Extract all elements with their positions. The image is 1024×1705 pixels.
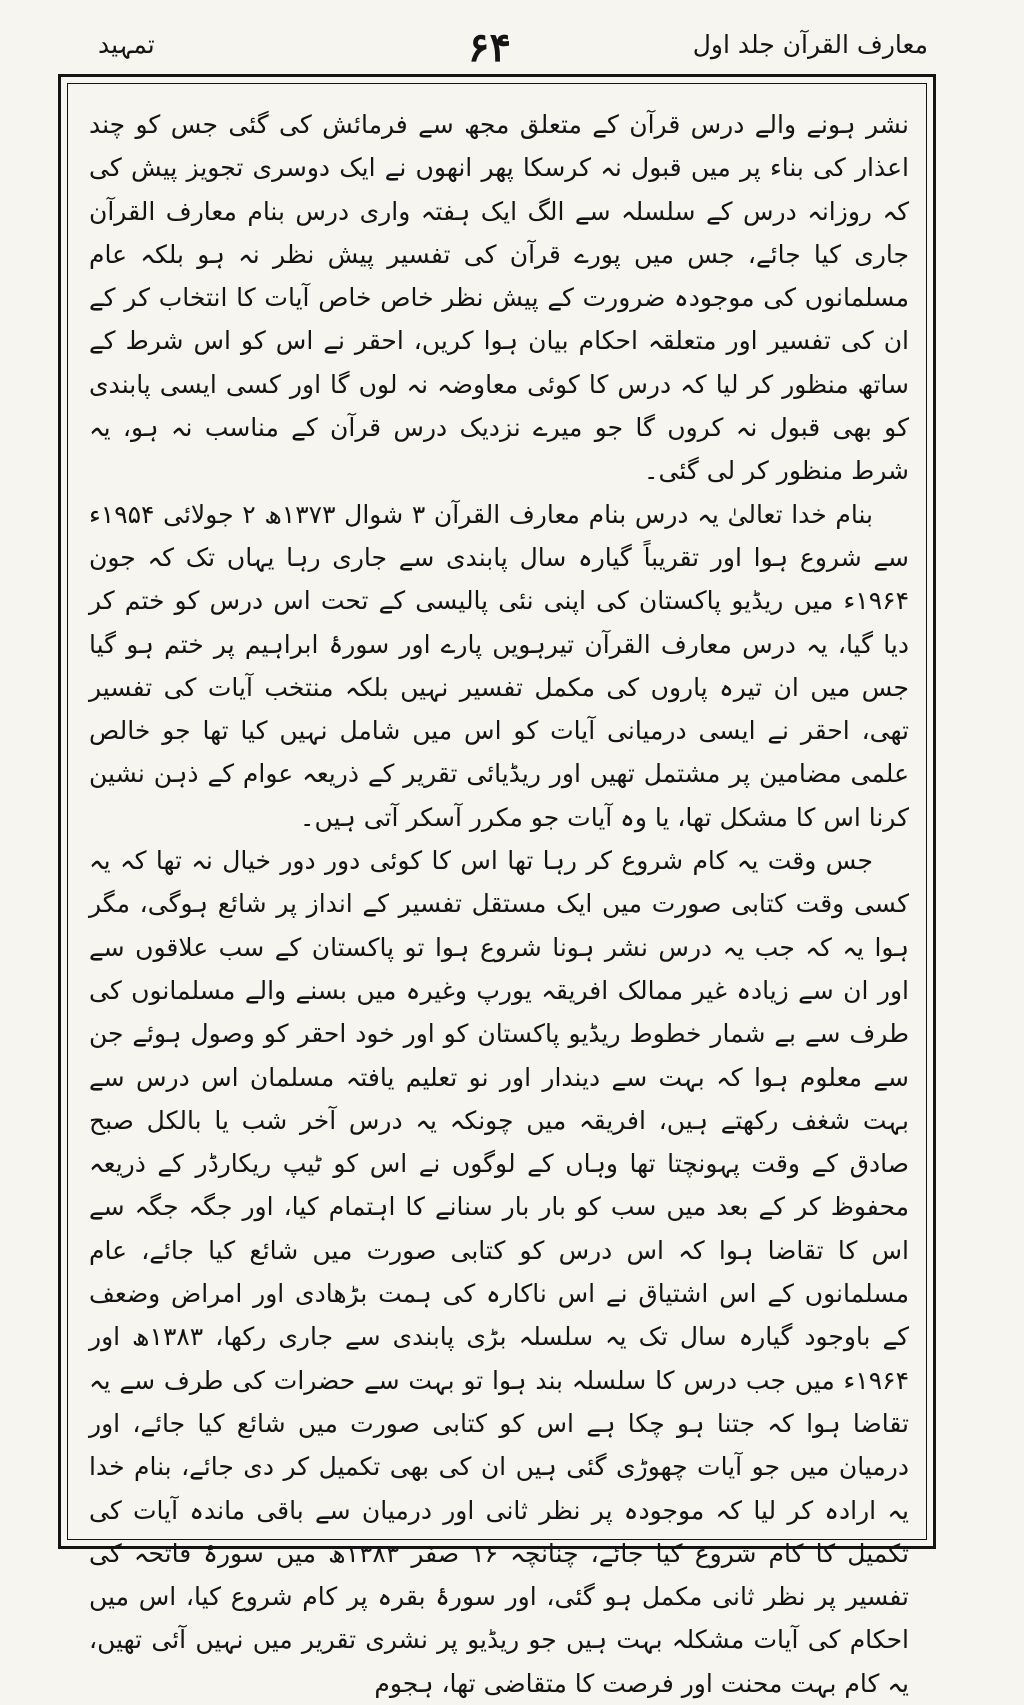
body-text — [89, 103, 910, 1698]
paragraph-3: جس وقت یہ کام شروع کر رہا تھا اس کا کوئی دور دور خیال نہ تھا کہ یہ کسی وقت کتابی صورت میں ایک مستقل تفسیر کے انداز پر شائع ہوگی، مگر ہوا یہ کہ جب یہ درس نشر ہونا شروع ہوا تو پاکستان کے سب علاقوں سے اور ان سے زیادہ غیر ممالک افریقہ یورپ وغیرہ میں بسنے والے مسلمانوں کی طرف سے بے شمار خطوط ریڈیو پاکستان کو اور خود احقر کو وصول ہوئے جن سے معلوم ہوا کہ بہت سے دیندار اور نو تعلیم یافتہ مسلمان اس درس سے بہت شغف رکھتے ہیں، افریقہ میں چونکہ یہ درس آخر شب یا بالکل صبح صادق کے وقت پہونچتا تھا وہاں کے لوگوں نے اس کو ٹیپ ریکارڈر کے ذریعہ محفوظ کر کے بعد میں سب کو بار بار سنانے کا اہتمام کیا، اور جگہ جگہ سے اس کا تقاضا ہوا کہ اس درس کو کتابی صورت میں شائع کیا جائے، عام مسلمانوں کے اس اشتیاق نے اس ناکارہ کی ہمت بڑھادی اور امراض وضعف کے باوجود گیارہ سال تک یہ سلسلہ بڑی پابندی سے جاری رکھا، ۱۳۸۳ھ اور ۱۹۶۴ء میں جب درس کا سلسلہ بند ہوا تو بہت سے حضرات کی طرف سے یہ تقاضا ہوا کہ جتنا ہو چکا ہے اس کو کتابی صورت میں شائع کیا جائے، اور درمیان میں جو آیات چھوڑی گئی ہیں ان کی بھی تکمیل کر دی جائے، بنام خدا یہ ارادہ کر لیا کہ موجودہ پر نظر ثانی اور درمیان سے باقی ماندہ آیات کی تکمیل کا کام شروع کیا جائے، چنانچہ ۱۶ صفر ۱۳۸۳ھ میں سورۂ فاتحہ کی تفسیر پر نظر ثانی مکمل ہو گئی، اور سورۂ بقرہ پر کام شروع کیا، اس میں احکام کی آیات مشکلہ بہت ہیں جو ریڈیو پر نشری تقریر میں نہیں آئی تھیں، یہ کام بہت محنت اور فرصت کا متقاضی تھا، ہجوم — [89, 846, 910, 1698]
page-border — [58, 74, 936, 1698]
running-head — [0, 0, 1024, 80]
section-title: تمہید — [98, 30, 155, 59]
page-number: ۶۴ — [468, 24, 511, 71]
paragraph-2: بنام خدا تعالیٰ یہ درس بنام معارف القرآن ۳ شوال ۱۳۷۳ھ ۲ جولائی ۱۹۵۴ء سے شروع ہوا اور تقریباً گیارہ سال پابندی سے جاری رہا یہاں تک کہ جون ۱۹۶۴ء میں ریڈیو پاکستان کی اپنی نئی پالیسی کے تحت اس درس کو ختم کر دیا گیا، یہ درس معارف القرآن تیرہویں پارے اور سورۂ ابراہیم پر ختم ہو گیا جس میں ان تیرہ پاروں کی مکمل تفسیر نہیں بلکہ منتخب آیات کی تفسیر تھی، احقر نے ایسی درمیانی آیات کو اس میں شامل نہیں کیا تھا جو خالص علمی مضامین پر مشتمل تھیں اور ریڈیائی تقریر کے ذریعہ عوام کے ذہن نشین کرنا اس کا مشکل تھا، یا وہ آیات جو مکرر آسکر آتی ہیں۔ — [89, 499, 909, 832]
paragraph-1: نشر ہونے والے درس قرآن کے متعلق مجھ سے فرمائش کی گئی جس کو چند اعذار کی بناء پر میں قبول نہ کرسکا پھر انھوں نے ایک دوسری تجویز پیش کی کہ روزانہ درس کے سلسلہ سے الگ ایک ہفتہ واری درس بنام معارف القرآن جاری کیا جائے، جس میں پورے قرآن کی تفسیر پیش نظر نہ ہو بلکہ عام مسلمانوں کی موجودہ ضرورت کے پیش نظر خاص خاص آیات کا انتخاب کر کے ان کی تفسیر اور متعلقہ احکام بیان ہوا کریں، احقر نے اس کو اس شرط کے ساتھ منظور کر لیا کہ درس کا کوئی معاوضہ نہ لوں گا اور کسی ایسی پابندی کو بھی قبول نہ کروں گا جو میرے نزدیک درس قرآن کے مناسب نہ ہو، یہ شرط منظور کر لی گئی۔ — [89, 110, 909, 486]
book-title: معارف القرآن جلد اول — [692, 30, 928, 59]
